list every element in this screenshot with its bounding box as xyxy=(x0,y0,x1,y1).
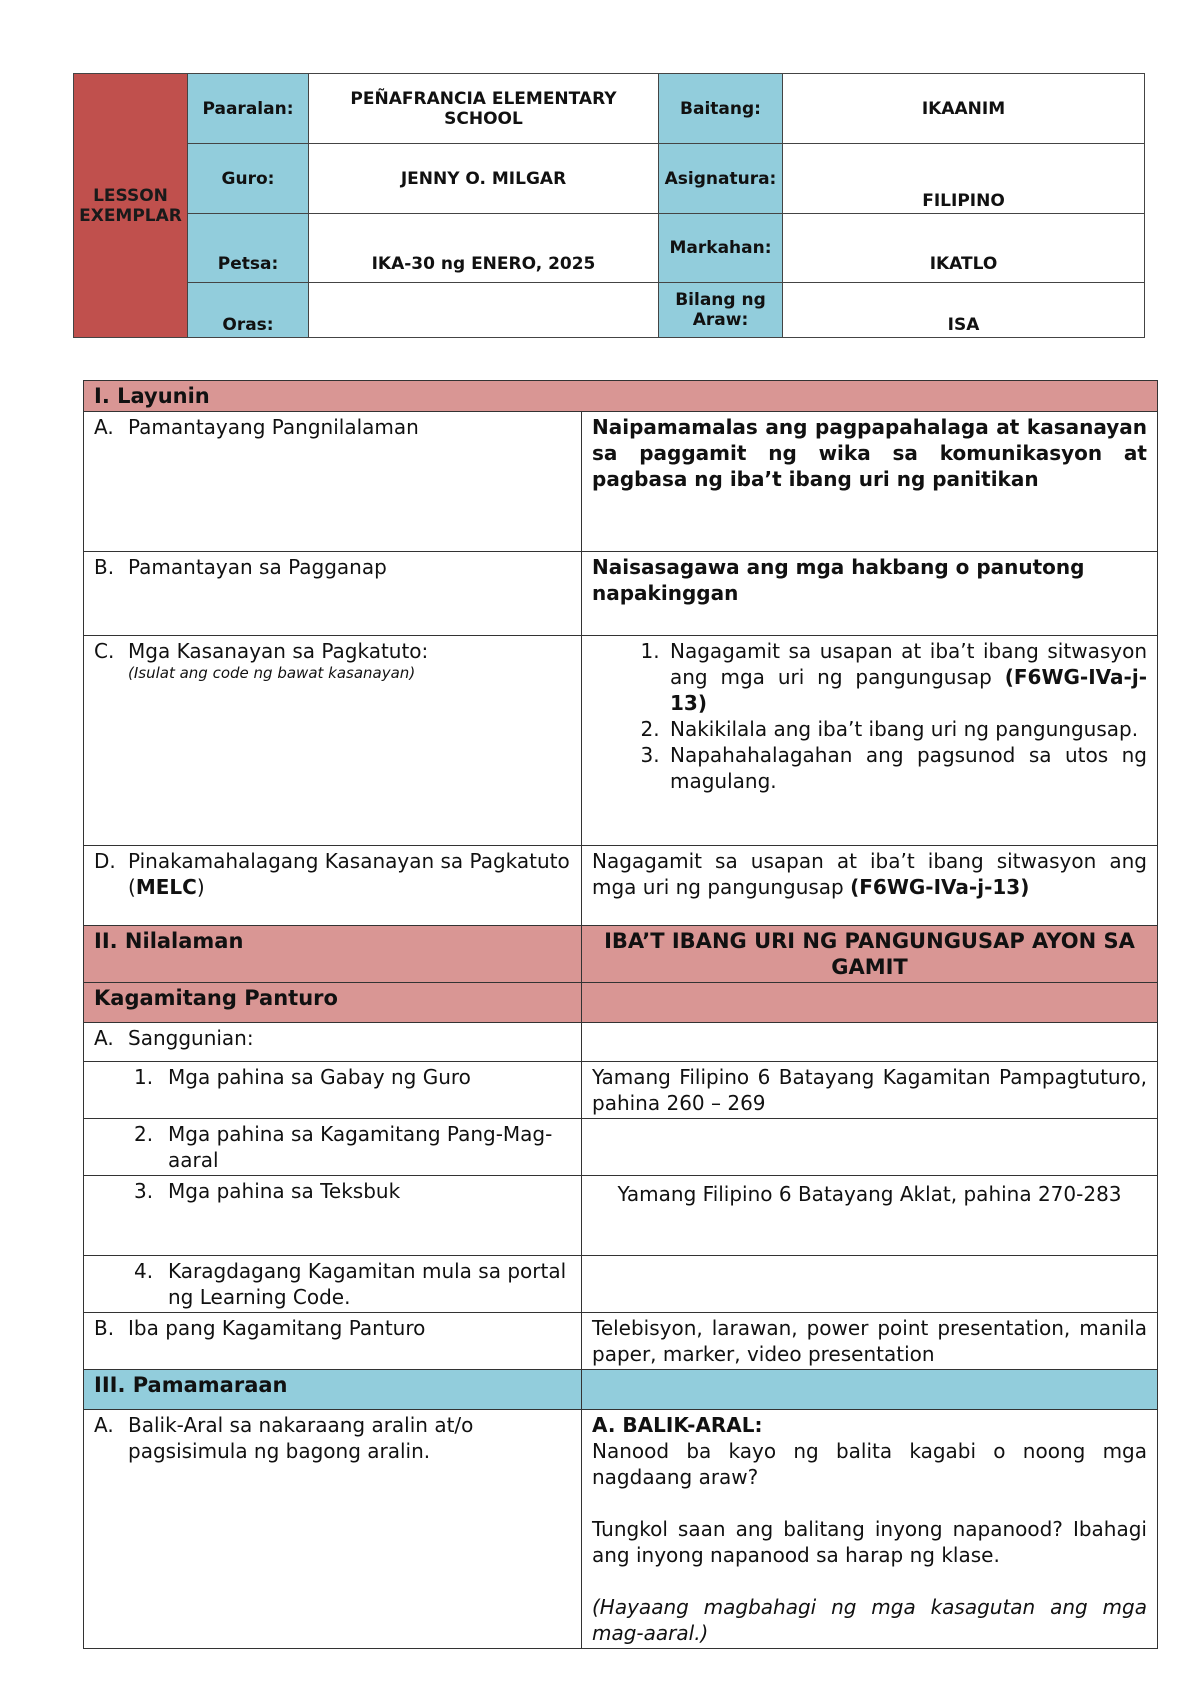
table-row xyxy=(84,1410,1158,1649)
melc-text: Nagagamit sa usapan at iba’t ibang sitwasyon ang mga uri ng pangungusap xyxy=(592,849,1147,899)
item-marker: 1. xyxy=(134,1065,154,1089)
balik-aral-instruction: (Hayaang magbahagi ng mga kasagutan ang mga mag-aaral.) xyxy=(592,1595,1147,1645)
melc-label xyxy=(94,848,571,900)
layunin-title: I. Layunin xyxy=(84,381,1158,412)
pamantayang-pangnilalaman-value: Naipamamalas ang pagpapahalaga at kasanayan sa paggamit ng wika sa komunikasyon at pagbasa ng iba’t ibang uri ng panitikan xyxy=(582,412,1158,552)
table-row xyxy=(84,1313,1158,1370)
balik-aral-heading: A. BALIK-ARAL: xyxy=(592,1413,763,1437)
petsa-value: IKA-30 ng ENERO, 2025 xyxy=(309,214,659,283)
item-marker: 2. xyxy=(134,1122,154,1146)
paaralan-value: PEÑAFRANCIA ELEMENTARY SCHOOL xyxy=(309,74,659,144)
table-row xyxy=(84,552,1158,636)
table-row xyxy=(84,1256,1158,1313)
balik-aral-content xyxy=(582,1410,1158,1649)
balik-aral-question-1: Nanood ba kayo ng balita kagabi o noong mga nagdaang araw? xyxy=(592,1439,1147,1489)
petsa-label: Petsa: xyxy=(188,214,309,283)
markahan-value: IKATLO xyxy=(783,214,1145,283)
melc-value xyxy=(582,846,1158,926)
list-item: 2. Nakikilala ang iba’t ibang uri ng pangungusap. xyxy=(666,716,1147,742)
table-row xyxy=(84,412,1158,552)
mga-kasanayan-label xyxy=(94,638,571,664)
teksbuk-value: Yamang Filipino 6 Batayang Aklat, pahina 270-283 xyxy=(582,1176,1158,1256)
layunin-header-row xyxy=(84,381,1158,412)
item-marker: A. xyxy=(94,1026,114,1050)
asignatura-label: Asignatura: xyxy=(659,144,783,214)
table-row xyxy=(84,1023,1158,1062)
melc-abbrev: MELC xyxy=(135,875,197,899)
item-label: Iba pang Kagamitang Panturo xyxy=(128,1316,426,1340)
table-row xyxy=(84,636,1158,846)
table-row xyxy=(84,1176,1158,1256)
guro-label: Guro: xyxy=(188,144,309,214)
item-label: Pamantayang Pangnilalaman xyxy=(128,415,419,439)
item-label: Pamantayan sa Pagganap xyxy=(128,555,387,579)
lesson-exemplar-label: LESSON EXEMPLAR xyxy=(74,74,188,338)
mga-kasanayan-list xyxy=(582,636,1158,846)
balik-aral-label xyxy=(94,1412,571,1464)
lesson-header-table xyxy=(73,73,1145,338)
learning-code-portal-value xyxy=(582,1256,1158,1313)
item-label: Pinakamahalagang Kasanayan sa Pagkatuto ( xyxy=(128,849,570,899)
item-marker: D. xyxy=(94,849,116,873)
item-label: Mga pahina sa Kagamitang Pang-Mag-aaral xyxy=(168,1122,553,1172)
item-label: Mga pahina sa Gabay ng Guro xyxy=(168,1065,471,1089)
asignatura-value: FILIPINO xyxy=(783,144,1145,214)
item-marker: B. xyxy=(94,555,115,579)
paaralan-label: Paaralan: xyxy=(188,74,309,144)
gabay-ng-guro-value: Yamang Filipino 6 Batayang Kagamitan Pampagtuturo, pahina 260 – 269 xyxy=(582,1062,1158,1119)
item-label: Balik-Aral sa nakaraang aralin at/o pagsisimula ng bagong aralin. xyxy=(128,1413,474,1463)
item-marker: 4. xyxy=(134,1259,154,1283)
pamantayang-pangnilalaman-label xyxy=(94,414,571,440)
kagamitan-title: Kagamitang Panturo xyxy=(84,983,582,1023)
list-item xyxy=(666,638,1147,716)
table-row xyxy=(84,1062,1158,1119)
kasanayan-note: (Isulat ang code ng bawat kasanayan) xyxy=(128,664,416,682)
item-marker: A. xyxy=(94,415,114,439)
item-marker: 3. xyxy=(134,1179,154,1203)
oras-value xyxy=(309,283,659,338)
bilang-ng-araw-value: ISA xyxy=(783,283,1145,338)
markahan-label: Markahan: xyxy=(659,214,783,283)
balik-aral-question-2: Tungkol saan ang balitang inyong napanood? Ibahagi ang inyong napanood sa harap ng klase. xyxy=(592,1517,1147,1567)
competency-code: (F6WG-IVa-j-13) xyxy=(670,665,1148,715)
table-row xyxy=(84,1119,1158,1176)
kagamitang-pang-mag-aaral-value xyxy=(582,1119,1158,1176)
item-marker: B. xyxy=(94,1316,115,1340)
iba-pang-kagamitan-value: Telebisyon, larawan, power point presentation, manila paper, marker, video presentation xyxy=(582,1313,1158,1370)
nilalaman-header-row xyxy=(84,926,1158,983)
table-row xyxy=(84,846,1158,926)
competency-code: (F6WG-IVa-j-13) xyxy=(850,875,1030,899)
item-label: Mga Kasanayan sa Pagkatuto: xyxy=(128,639,429,663)
sanggunian-label xyxy=(94,1025,571,1051)
teksbuk-label xyxy=(94,1178,571,1204)
baitang-value: IKAANIM xyxy=(783,74,1145,144)
item-label: Sanggunian: xyxy=(128,1026,254,1050)
oras-label: Oras: xyxy=(188,283,309,338)
item-label: Karagdagang Kagamitan mula sa portal ng Learning Code. xyxy=(168,1259,567,1309)
bilang-ng-araw-label: Bilang ng Araw: xyxy=(659,283,783,338)
item-text: Nagagamit sa usapan at iba’t ibang sitwasyon ang mga uri ng pangungusap xyxy=(670,639,1147,689)
guro-value: JENNY O. MILGAR xyxy=(309,144,659,214)
iba-pang-kagamitan-label xyxy=(94,1315,571,1341)
learning-code-portal-label xyxy=(94,1258,571,1310)
list-item: 3. Napahahalagahan ang pagsunod sa utos ng magulang. xyxy=(666,742,1147,794)
pamamaraan-header-row xyxy=(84,1370,1158,1410)
baitang-label: Baitang: xyxy=(659,74,783,144)
kagamitan-header-row xyxy=(84,983,1158,1023)
pamamaraan-title: III. Pamamaraan xyxy=(84,1370,582,1410)
nilalaman-title: II. Nilalaman xyxy=(84,926,582,983)
pamantayan-sa-pagganap-label xyxy=(94,554,571,580)
item-label-end: ) xyxy=(196,875,205,899)
item-label: Mga pahina sa Teksbuk xyxy=(168,1179,401,1203)
item-marker: C. xyxy=(94,639,115,663)
pamantayan-sa-pagganap-value: Naisasagawa ang mga hakbang o panutong napakinggan xyxy=(582,552,1158,636)
lesson-plan-table xyxy=(83,380,1158,1649)
kagamitang-pang-mag-aaral-label xyxy=(94,1121,571,1173)
nilalaman-value: IBA’T IBANG URI NG PANGUNGUSAP AYON SA GAMIT xyxy=(582,926,1158,983)
gabay-ng-guro-label xyxy=(94,1064,571,1090)
item-marker: A. xyxy=(94,1413,114,1437)
